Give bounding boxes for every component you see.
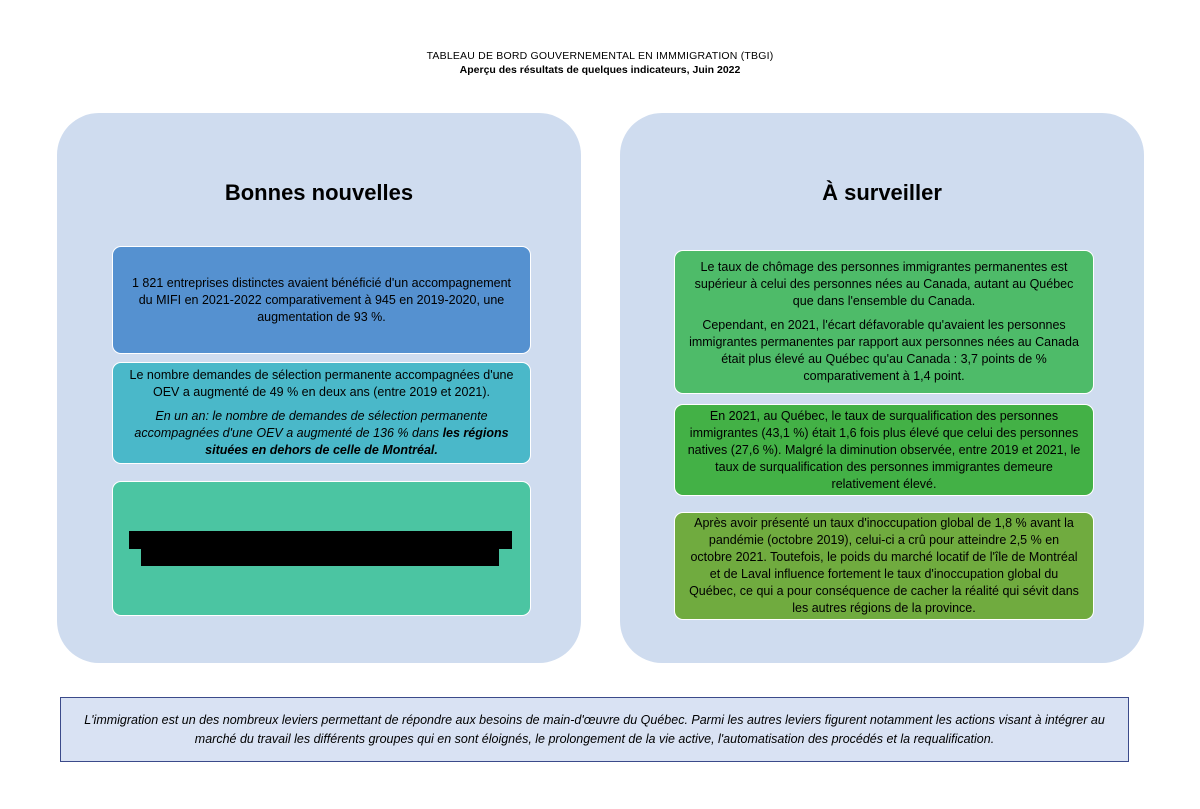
italic-span: En un an: le nombre de demandes de sélection permanente accompagnées d'une OEV a augmenté de 136 % dans: [134, 409, 488, 440]
box-text: 1 821 entreprises distinctes avaient bénéficié d'un accompagnement du MIFI en 2021-2022 comparativement à 945 en 2019-2020, une augmentation de 93 %.: [131, 275, 511, 324]
document-subtitle: Aperçu des résultats de quelques indicateurs, Juin 2022: [459, 64, 741, 76]
good-news-title: Bonnes nouvelles: [224, 180, 414, 205]
box-text: Le taux de chômage des personnes immigrantes permanentes est supérieur à celui des personnes nées au Canada, autant au Québec que dans l'ensemble du Canada.: [694, 260, 1074, 308]
watch-box-unemployment: [674, 250, 1094, 394]
watch-box-overqualification: [674, 404, 1094, 496]
box-italic-text: [125, 408, 518, 459]
box-text: En 2021, au Québec, le taux de surqualification des personnes immigrantes (43,1 %) était 1,6 fois plus élevé que celui des personnes natives (27,6 %). Malgré la diminution observée, entre 2019 et 2021, le taux de surqualification des personnes immigrantes demeure relativement élevé.: [687, 408, 1081, 491]
good-news-box-oev: [112, 362, 531, 464]
box-text: Après avoir présenté un taux d'inoccupation global de 1,8 % avant la pandémie (octobre 2019), celui-ci a crû pour atteindre 2,5 % en octobre 2021. Toutefois, le poids du marché locatif de l'île de Montréal et de Laval influence fortement le taux d'inoccupation global du Québec, ce qui a pour conséquence de cacher la réalité qui sévit dans les autres régions de la province.: [689, 516, 1079, 615]
box-text: Le nombre demandes de sélection permanente accompagnées d'une OEV a augmenté de 49 % en deux ans (entre 2019 et 2021).: [129, 368, 514, 399]
footer-note: [60, 697, 1129, 762]
watch-title: À surveiller: [822, 180, 942, 205]
italic-bold-span: les régions situées en dehors de celle de Montréal.: [205, 426, 509, 457]
box-text: Cependant, en 2021, l'écart défavorable qu'avaient les personnes immigrantes permanentes par rapport aux personnes nées au Canada était plus élevé au Québec qu'au Canada : 3,7 points de % comparativement à 1,4 point.: [689, 318, 1079, 383]
redaction-bar: [129, 531, 512, 549]
watch-box-vacancy: [674, 512, 1094, 620]
footer-text: L'immigration est un des nombreux leviers permettant de répondre aux besoins de main-d'œuvre du Québec. Parmi les autres leviers figurent notamment les actions visant à intégrer au marché du travail les différents groupes qui en sont éloignés, le prolongement de la vie active, l'automatisation des procédés et la requalification.: [84, 712, 1105, 746]
document-header: [0, 49, 1200, 77]
document-title: TABLEAU DE BORD GOUVERNEMENTAL EN IMMMIGRATION (TBGI): [426, 50, 774, 62]
good-news-box-enterprises: [112, 246, 531, 354]
redaction-bar: [141, 548, 499, 566]
